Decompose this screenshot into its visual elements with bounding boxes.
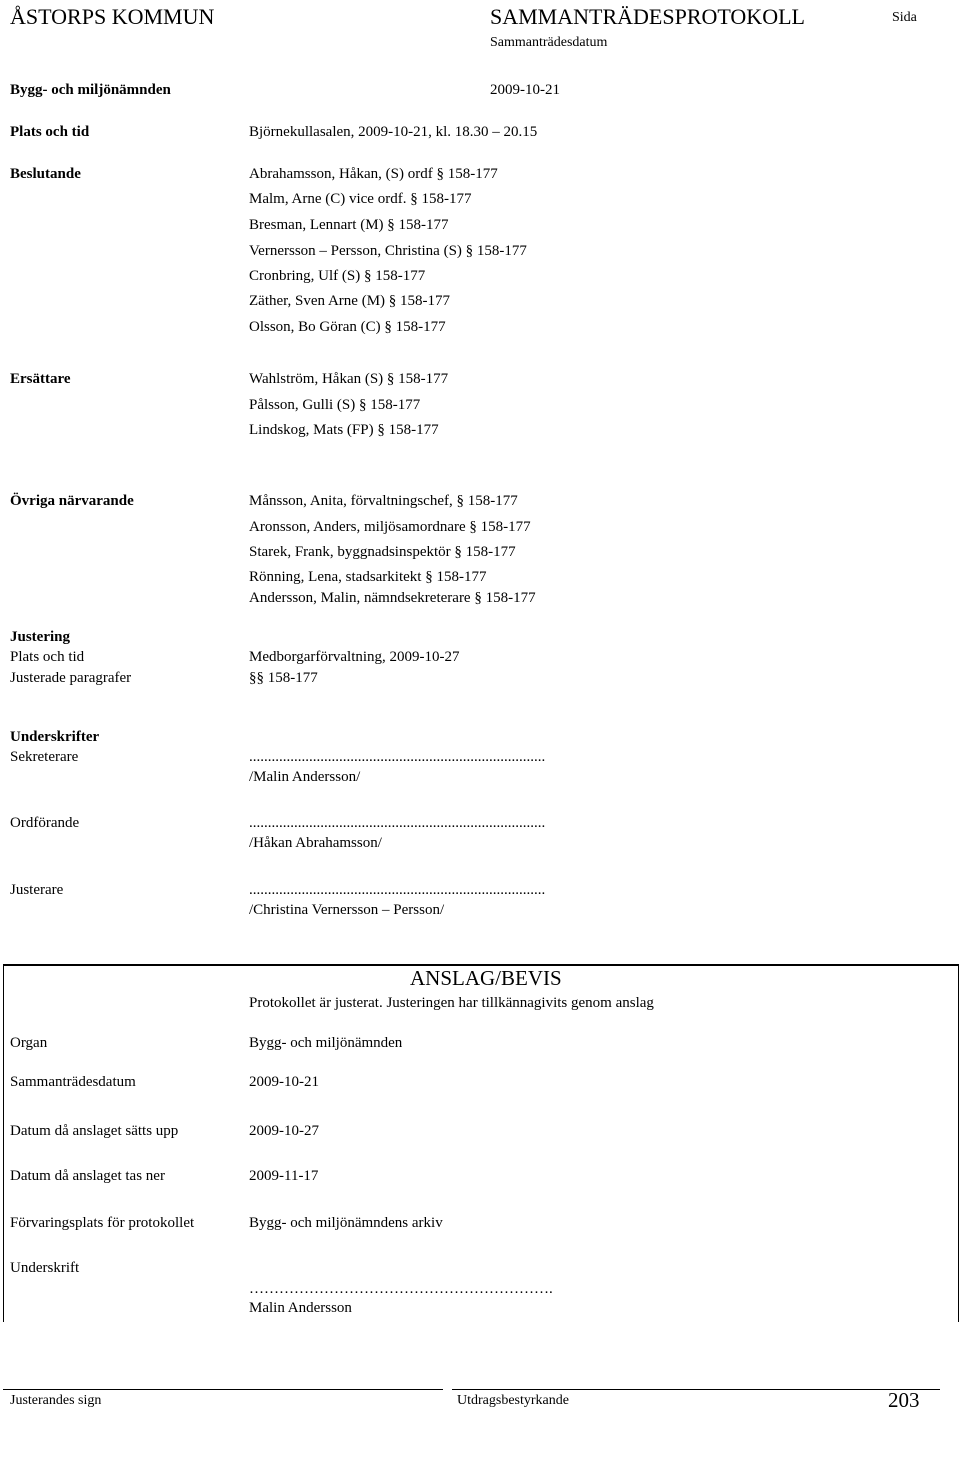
footer-rule-right <box>452 1389 940 1390</box>
list-item: Rönning, Lena, stadsarkitekt § 158-177 <box>249 569 487 585</box>
footer-rule-left <box>3 1389 443 1390</box>
list-item: Zäther, Sven Arne (M) § 158-177 <box>249 293 451 309</box>
secretary-label: Sekreterare <box>10 749 79 765</box>
notice-box <box>3 964 959 1322</box>
notice-meeting-date-label: Sammanträdesdatum <box>10 1074 136 1090</box>
adjuster-name: /Christina Vernersson – Persson/ <box>249 902 445 918</box>
adjustment-heading: Justering <box>10 629 70 645</box>
list-item: Aronsson, Anders, miljösamordnare § 158-177 <box>249 519 531 535</box>
removed-date-value: 2009-11-17 <box>249 1168 319 1184</box>
signature-line: ............................................................................... <box>249 882 546 898</box>
page-number: 203 <box>888 1388 920 1412</box>
chair-label: Ordförande <box>10 815 80 831</box>
list-item: Abrahamsson, Håkan, (S) ordf § 158-177 <box>249 166 498 182</box>
chair-name: /Håkan Abrahamsson/ <box>249 835 382 851</box>
organ-value: Bygg- och miljönämnden <box>249 1035 403 1051</box>
list-item: Wahlström, Håkan (S) § 158-177 <box>249 371 449 387</box>
adjustment-place-value: Medborgarförvaltning, 2009-10-27 <box>249 649 460 665</box>
board-name: Bygg- och miljönämnden <box>10 82 171 98</box>
municipality-name: ÅSTORPS KOMMUN <box>10 4 215 29</box>
adjusters-sign-label: Justerandes sign <box>10 1393 102 1408</box>
extract-certification-label: Utdragsbestyrkande <box>457 1393 569 1408</box>
notice-meeting-date-value: 2009-10-21 <box>249 1074 319 1090</box>
list-item: Andersson, Malin, nämndsekreterare § 158-177 <box>249 590 536 606</box>
meeting-date-label: Sammanträdesdatum <box>490 35 608 50</box>
substitutes-label: Ersättare <box>10 371 71 387</box>
signature-line: ............................................................................... <box>249 749 546 765</box>
notice-statement: Protokollet är justerat. Justeringen har tillkännagivits genom anslag <box>249 995 654 1011</box>
posted-date-label: Datum då anslaget sätts upp <box>10 1123 179 1139</box>
adjustment-place-label: Plats och tid <box>10 649 85 665</box>
adjuster-label: Justerare <box>10 882 64 898</box>
signatures-heading: Underskrifter <box>10 729 100 745</box>
adjusted-paragraphs-label: Justerade paragrafer <box>10 670 132 686</box>
list-item: Olsson, Bo Göran (C) § 158-177 <box>249 319 446 335</box>
signature-line: ............................................................................... <box>249 815 546 831</box>
list-item: Månsson, Anita, förvaltningschef, § 158-177 <box>249 493 518 509</box>
storage-value: Bygg- och miljönämndens arkiv <box>249 1215 443 1231</box>
meeting-date: 2009-10-21 <box>490 82 560 98</box>
place-time-value: Björnekullasalen, 2009-10-21, kl. 18.30 – 20.15 <box>249 124 538 140</box>
list-item: Starek, Frank, byggnadsinspektör § 158-177 <box>249 544 516 560</box>
notice-signature-line: ……………………………………………………. <box>249 1281 553 1297</box>
document-title: SAMMANTRÄDESPROTOKOLL <box>490 4 805 29</box>
signature-label: Underskrift <box>10 1260 80 1276</box>
list-item: Cronbring, Ulf (S) § 158-177 <box>249 268 426 284</box>
list-item: Malm, Arne (C) vice ordf. § 158-177 <box>249 191 472 207</box>
adjusted-paragraphs-value: §§ 158-177 <box>249 670 318 686</box>
list-item: Bresman, Lennart (M) § 158-177 <box>249 217 449 233</box>
list-item: Lindskog, Mats (FP) § 158-177 <box>249 422 439 438</box>
notice-signature-name: Malin Andersson <box>249 1300 352 1316</box>
list-item: Pålsson, Gulli (S) § 158-177 <box>249 397 421 413</box>
list-item: Vernersson – Persson, Christina (S) § 158-177 <box>249 243 527 259</box>
posted-date-value: 2009-10-27 <box>249 1123 319 1139</box>
organ-label: Organ <box>10 1035 48 1051</box>
page-label: Sida <box>892 10 917 25</box>
notice-title: ANSLAG/BEVIS <box>410 966 562 990</box>
secretary-name: /Malin Andersson/ <box>249 769 361 785</box>
removed-date-label: Datum då anslaget tas ner <box>10 1168 165 1184</box>
deciding-label: Beslutande <box>10 166 81 182</box>
others-label: Övriga närvarande <box>10 493 134 509</box>
place-time-label: Plats och tid <box>10 124 90 140</box>
storage-label: Förvaringsplats för protokollet <box>10 1215 195 1231</box>
